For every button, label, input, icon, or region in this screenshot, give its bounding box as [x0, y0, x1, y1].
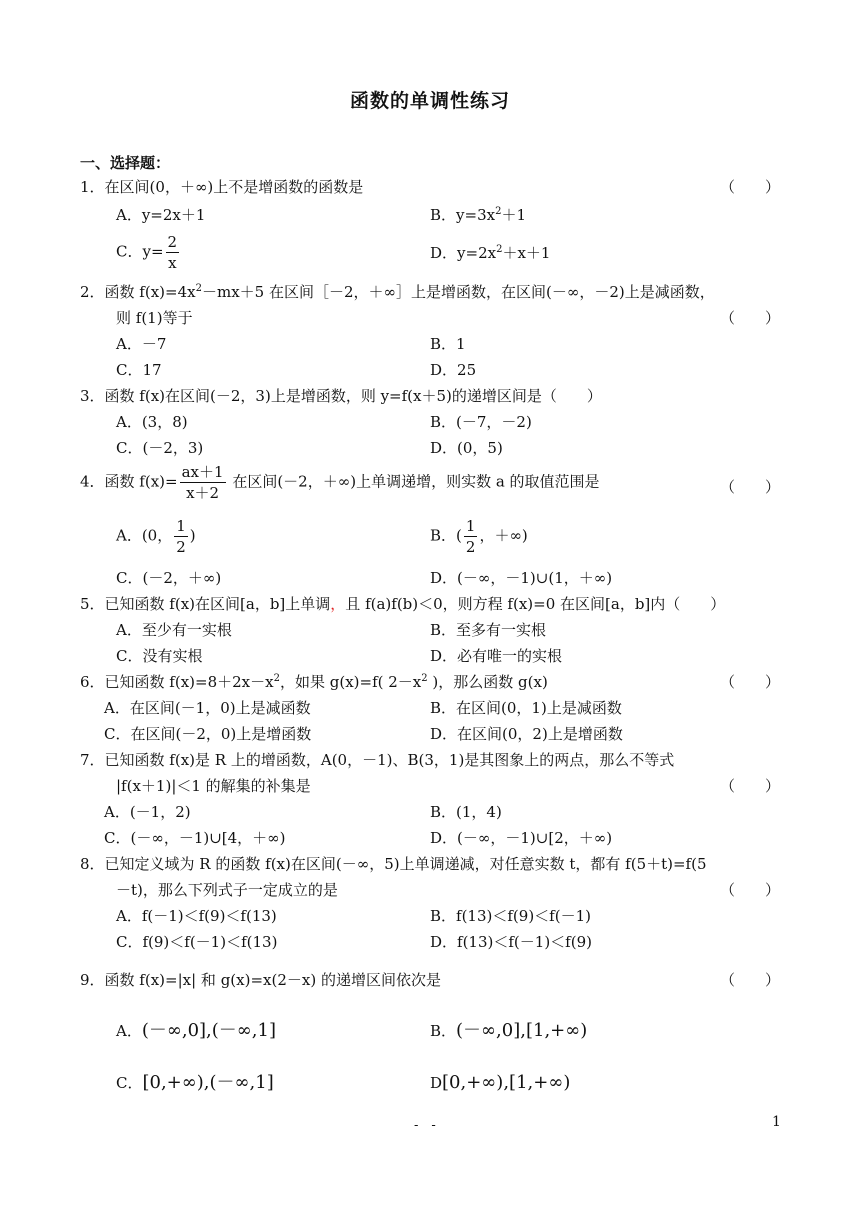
q7-stem-cont: |f(x＋1)|＜1 的解集的补集是 — [116, 777, 311, 795]
q4-option-a: A．(0， $\frac{1}{2}$ ) — [116, 517, 196, 556]
q1-option-a: A．y=2x＋1 — [116, 206, 206, 224]
q6-answer-paren: （ ） — [720, 673, 781, 691]
q7-stem: 7．已知函数 f(x)是 R 上的增函数，A(0，－1)、B(3，1)是其图象上的两点，那么不等式 — [80, 751, 675, 769]
q5-option-d: D．必有唯一的实根 — [430, 647, 563, 665]
q4-option-b: B．( $\frac{1}{2}$ ，＋∞) — [430, 517, 528, 556]
q7-option-d: D．(－∞，－1)∪[2，＋∞) — [430, 829, 613, 847]
q9-stem: 9．函数 f(x)=|x| 和 g(x)=x(2－x) 的递增区间依次是 — [80, 971, 441, 989]
q2-stem: 2．函数 $f(x)=4x^2-mx+5$ 在区间［－2，＋∞］上是增函数，在区间(－∞，－2)上是减函数， — [80, 283, 715, 301]
q1-option-d: D．$y=2x^2+x+1$ — [430, 244, 551, 262]
q8-option-d: D．f(13)＜f(－1)＜f(9) — [430, 933, 592, 951]
q8-option-c: C．f(9)＜f(－1)＜f(13) — [116, 933, 278, 951]
q5-option-a: A．至少有一实根 — [116, 621, 232, 639]
q8-option-a: A．f(－1)＜f(9)＜f(13) — [116, 907, 277, 925]
q2-option-a: A．－7 — [116, 335, 167, 353]
q2-option-b: B．1 — [430, 335, 466, 353]
q3-stem: 3．函数 f(x)在区间(－2，3)上是增函数，则 y=f(x＋5)的递增区间是（ ） — [80, 387, 602, 405]
footer-marker: - - — [414, 1118, 436, 1133]
section-heading: 一、选择题： — [80, 154, 171, 172]
q2-option-d: D．25 — [430, 361, 477, 379]
q6-option-b: B．在区间(0，1)上是减函数 — [430, 699, 622, 717]
q6-option-a: A．在区间(－1，0)上是减函数 — [104, 699, 311, 717]
q8-stem: 8．已知定义域为 R 的函数 f(x)在区间(－∞，5)上单调递减，对任意实数 t，都有 f(5＋t)=f(5 — [80, 855, 707, 873]
q9-option-a: A．(－∞,0],(－∞,1] — [116, 1020, 276, 1041]
q9-option-d: D[0,+∞),[1,+∞) — [430, 1072, 571, 1093]
q3-option-d: D．(0，5) — [430, 439, 503, 457]
q4-answer-paren: （ ） — [720, 478, 781, 496]
q5-stem: 5．已知函数 f(x)在区间[a，b]上单调，且 f(a)f(b)＜0，则方程 f(x)=0 在区间[a，b]内（ ） — [80, 595, 726, 613]
q9-option-b: B．(－∞,0],[1,+∞) — [430, 1020, 588, 1041]
q5-option-b: B．至多有一实根 — [430, 621, 547, 639]
q8-answer-paren: （ ） — [720, 881, 781, 899]
q9-answer-paren: （ ） — [720, 971, 781, 989]
q1-answer-paren: （ ） — [720, 178, 781, 196]
q6-stem: 6．已知函数 $f(x)=8+2x-x^2$，如果 g(x)=f( $2-x^2$ )，那么函数 g(x) — [80, 673, 548, 691]
q1-option-b: B．$y=3x^2+1$ — [430, 206, 526, 224]
q4-option-c: C．(－2，＋∞) — [116, 569, 222, 587]
q8-option-b: B．f(13)＜f(9)＜f(－1) — [430, 907, 591, 925]
q4-stem: 4．函数 f(x)= $\frac{ax+1}{x+2}$ 在区间(－2，＋∞)上单调递增，则实数 a 的取值范围是 — [80, 463, 600, 502]
q7-option-c: C．(－∞，－1)∪[4，＋∞) — [104, 829, 286, 847]
q7-answer-paren: （ ） — [720, 777, 781, 795]
q2-stem-cont: 则 f(1)等于 — [116, 309, 193, 327]
q3-option-b: B．(－7，－2) — [430, 413, 532, 431]
q6-option-d: D．在区间(0，2)上是增函数 — [430, 725, 623, 743]
q5-option-c: C．没有实根 — [116, 647, 203, 665]
q1-option-c: C．y= $\frac{2}{x}$ — [116, 233, 178, 272]
q3-option-c: C．(－2，3) — [116, 439, 204, 457]
q8-stem-cont: －t)，那么下列式子一定成立的是 — [116, 881, 338, 899]
q1-stem: 1．在区间(0，＋∞)上不是增函数的函数是 — [80, 178, 364, 196]
page-number: 1 — [772, 1114, 781, 1130]
q2-option-c: C．17 — [116, 361, 162, 379]
q7-option-b: B．(1，4) — [430, 803, 502, 821]
q7-option-a: A．(－1，2) — [104, 803, 191, 821]
page-title: 函数的单调性练习 — [349, 90, 510, 112]
q6-option-c: C．在区间(－2，0)上是增函数 — [104, 725, 312, 743]
q3-option-a: A．(3，8) — [116, 413, 188, 431]
q9-option-c: C．[0,+∞),(－∞,1] — [116, 1072, 274, 1093]
q4-option-d: D．(－∞，－1)∪(1，＋∞) — [430, 569, 613, 587]
q2-answer-paren: （ ） — [720, 309, 781, 327]
